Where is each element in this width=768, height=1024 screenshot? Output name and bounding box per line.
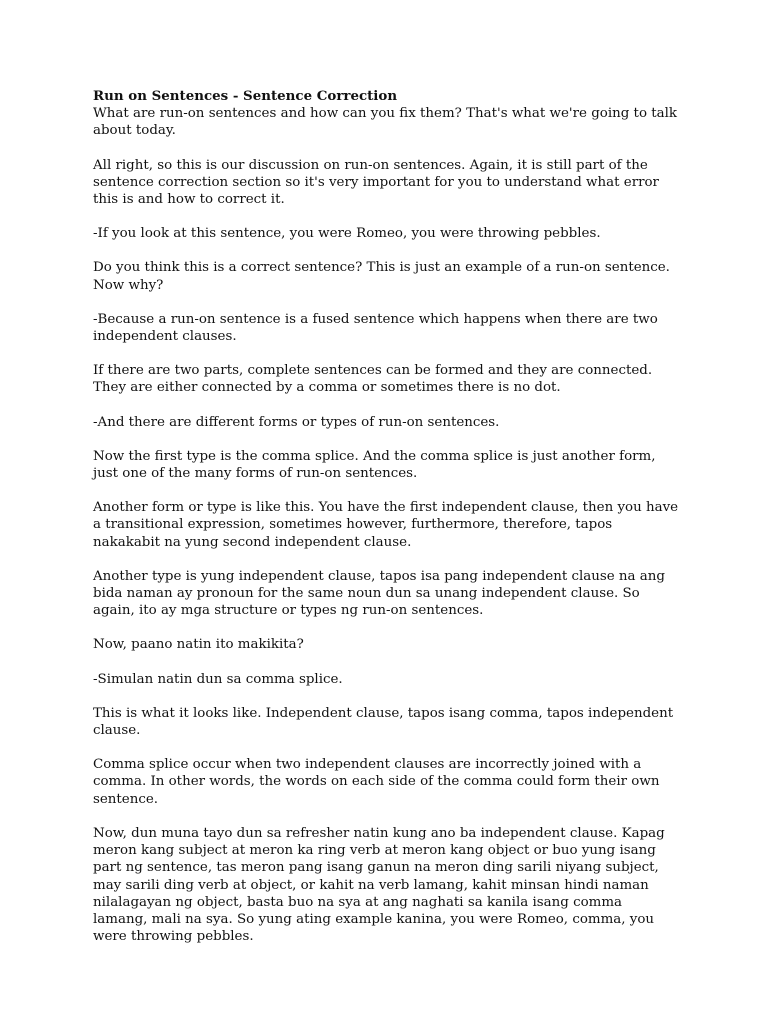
- paragraph: -Because a run-on sentence is a fused sentence which happens when there are two independent clauses.: [93, 311, 658, 345]
- paragraph: Now, paano natin ito makikita?: [93, 637, 304, 653]
- paragraph: This is what it looks like. Independent clause, tapos isang comma, tapos independent clause.: [93, 705, 674, 739]
- paragraph: -If you look at this sentence, you were Romeo, you were throwing pebbles.: [93, 226, 601, 242]
- paragraph: What are run-on sentences and how can you fix them? That's what we're going to talk about today.: [93, 106, 678, 139]
- paragraph: Comma splice occur when two independent clauses are incorrectly joined with a comma. In other words, the words on each side of the comma could form their own sentence.: [93, 757, 660, 807]
- paragraph: If there are two parts, complete sentences can be formed and they are connected. They are either connected by a comma or sometimes there is no dot.: [93, 363, 653, 396]
- paragraph: Another type is yung independent clause, tapos isa pang independent clause na ang bida naman ay pronoun for the same noun dun sa unang independent clause. So again, ito ay mga structure or types ng run-on sentences.: [93, 568, 665, 619]
- paragraph: Now the first type is the comma splice. And the comma splice is just another form, just one of the many forms of run-on sentences.: [93, 448, 656, 482]
- paragraph: All right, so this is our discussion on run-on sentences. Again, it is still part of the sentence correction section so it's very important for you to understand what error this is and how to correct it.: [93, 157, 659, 208]
- paragraph: Another form or type is like this. You have the first independent clause, then you have a transitional expression, sometimes however, furthermore, therefore, tapos nakakabit na yung second independent clause.: [93, 500, 679, 550]
- paragraph: Now, dun muna tayo dun sa refresher natin kung ano ba independent clause. Kapag meron kang subject at meron ka ring verb at meron kang object or buo yung isang part ng sentence, tas meron pang isang ganun na meron ding sarili niyang subject, may sarili ding verb at object, or kahit na verb lamang, kahit minsan hindi naman nilalagayan ng object, basta buo na sya at ang naghati sa kanila isang comma lamang, mali na sya. So yung ating example kanina, you were Romeo, comma, you were throwing pebbles.: [93, 825, 665, 945]
- paragraph: -And there are different forms or types of run-on sentences.: [93, 414, 500, 430]
- paragraph: -Simulan natin dun sa comma splice.: [93, 671, 343, 687]
- paragraph: Do you think this is a correct sentence? This is just an example of a run-on sentence. Now why?: [93, 260, 670, 293]
- document-title: Run on Sentences - Sentence Correction: [93, 88, 398, 104]
